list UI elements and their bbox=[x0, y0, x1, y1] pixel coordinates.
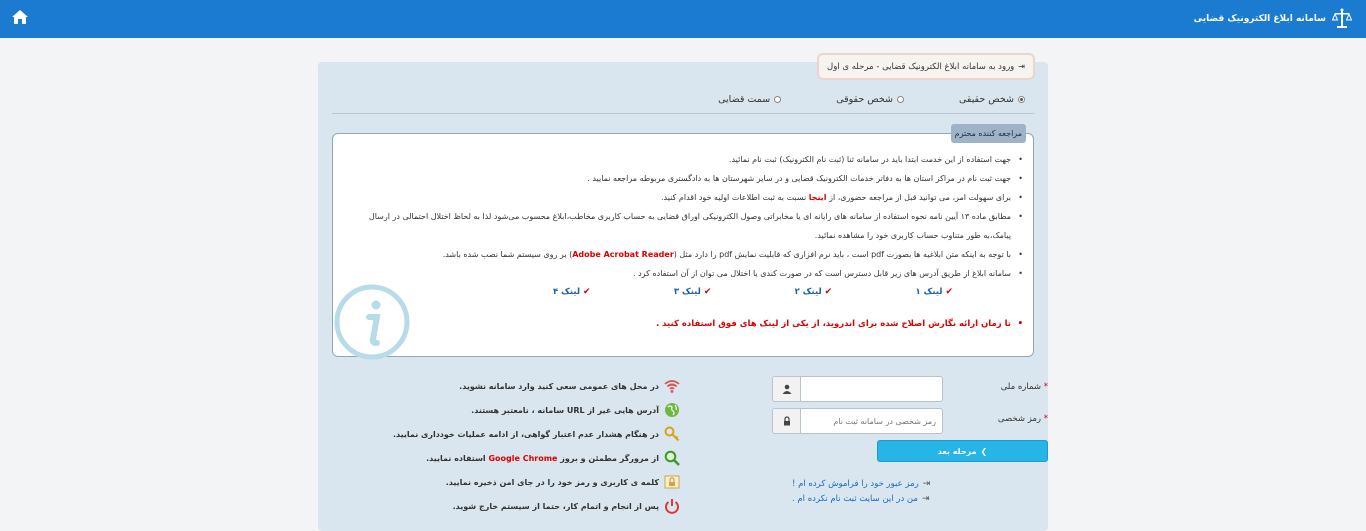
mirror-link-label: لینک ۱ bbox=[915, 287, 943, 297]
notice-box bbox=[332, 129, 1034, 357]
sign-in-icon: ⇥ bbox=[1018, 62, 1025, 71]
key-icon bbox=[664, 426, 680, 442]
tip-item bbox=[470, 398, 680, 422]
chrome-text: Google Chrome bbox=[488, 453, 558, 463]
user-type-selector bbox=[718, 94, 1025, 105]
lock-icon bbox=[773, 409, 801, 433]
judiciary-logo-icon bbox=[1332, 8, 1352, 30]
national-id-row bbox=[772, 376, 1048, 404]
user-type-legal[interactable] bbox=[836, 94, 904, 105]
user-type-judicial[interactable] bbox=[718, 94, 781, 105]
notice-item: • سامانه ابلاغ از طریق آدرس های زیر قابل دسترس است که در صورت کندی یا اختلال می توان از آن استفاده کرد . bbox=[343, 264, 1023, 283]
notice-item: • مطابق ماده ۱۳ آیین نامه نحوه استفاده از سامانه های رایانه ای یا مخابراتی وصول الکترونیکی اوراق قضایی به حساب کاربری مخاطب،ابلاغ محسوب می‌شود لذا به لحاظ اختلال احتمالی در ارسال پیامک،به طور متناوب حساب کاربری خود را مشاهده نمائید. bbox=[343, 207, 1023, 245]
lock-icon bbox=[664, 474, 680, 490]
national-id-input[interactable] bbox=[801, 377, 942, 401]
password-label: * رمز شخصی bbox=[997, 414, 1048, 424]
tip-item bbox=[392, 422, 680, 446]
tip-item bbox=[459, 374, 680, 398]
mirror-link-label: لینک ۲ bbox=[794, 287, 822, 297]
not-registered-link[interactable] bbox=[772, 491, 1048, 506]
user-type-natural[interactable] bbox=[959, 94, 1025, 105]
tip-text: آدرس هایی غیر از URL سامانه ، نامعتبر هستند. bbox=[471, 405, 659, 415]
check-icon: ✔ bbox=[945, 287, 953, 297]
wifi-icon bbox=[664, 378, 680, 394]
forgot-password-link[interactable] bbox=[772, 476, 1048, 491]
password-row bbox=[772, 408, 1048, 436]
tip-text: کلمه ی کاربری و رمز خود را در جای امن ذخیره نمایید. bbox=[445, 477, 659, 487]
notice-list bbox=[343, 150, 1023, 334]
forgot-password-label: رمز عبور خود را فراموش کرده ام ! bbox=[792, 478, 919, 489]
next-step-label: مرحله بعد bbox=[937, 446, 977, 456]
user-type-judicial-label: سمت قضایی bbox=[718, 94, 771, 105]
divider bbox=[332, 113, 1034, 114]
globe-icon bbox=[664, 402, 680, 418]
check-icon: ✔ bbox=[824, 287, 833, 297]
check-icon: ✔ bbox=[583, 287, 591, 297]
notice-item: • جهت ثبت نام در مراکز استان ها به دفاتر خدمات الکترونیک قضایی و در سایر شهرستان ها به دادگستری مربوطه مراجعه نمایید . bbox=[343, 169, 1023, 188]
mirror-link-3[interactable] bbox=[674, 287, 712, 297]
security-tips bbox=[392, 374, 680, 518]
login-form bbox=[772, 376, 1048, 506]
sign-in-icon: ⇥ bbox=[922, 478, 931, 489]
notice-tag: مراجعه کننده محترم bbox=[951, 124, 1026, 143]
mirror-link-4[interactable] bbox=[553, 287, 591, 297]
password-input[interactable] bbox=[801, 409, 942, 433]
home-icon[interactable] bbox=[11, 9, 29, 25]
mirror-link-1[interactable] bbox=[915, 287, 953, 297]
national-id-wrap bbox=[772, 376, 943, 402]
user-type-legal-label: شخص حقوقی bbox=[836, 94, 893, 105]
stage-title: ورود به سامانه ابلاغ الکترونیک قضایی - مرحله ی اول bbox=[827, 61, 1015, 72]
next-step-button[interactable] bbox=[877, 440, 1048, 462]
brand[interactable] bbox=[1194, 8, 1352, 30]
tip-text: در هنگام هشدار عدم اعتبار گواهی، از ادامه عملیات خودداری نمایید. bbox=[392, 429, 659, 439]
power-icon bbox=[664, 498, 680, 514]
radio-legal[interactable] bbox=[897, 96, 904, 103]
notice-item: • جهت استفاده از این خدمت ابتدا باید در سامانه ثنا (ثبت نام الکترونیک) ثبت نام نمائید. bbox=[343, 150, 1023, 169]
stage-tab bbox=[817, 53, 1035, 80]
help-links bbox=[772, 476, 1048, 506]
notice-text: با توجه به اینکه متن ابلاغیه ها بصورت pdf است ، باید نرم افزاری که قابلیت نمایش pdf را دارد مثل ( bbox=[673, 250, 1011, 259]
password-wrap bbox=[772, 408, 943, 434]
not-registered-label: من در این سایت ثبت نام نکرده ام . bbox=[792, 493, 918, 504]
mirror-link-label: لینک ۴ bbox=[553, 287, 581, 297]
here-link[interactable]: اینجا bbox=[808, 193, 827, 202]
notice-text: نسبت به ثبت اطلاعات اولیه خود اقدام کنید. bbox=[660, 193, 809, 202]
app-title: سامانه ابلاغ الکترونیک قضایی bbox=[1193, 14, 1326, 24]
tip-item bbox=[426, 446, 680, 470]
national-id-label: * شماره ملی bbox=[1000, 382, 1048, 392]
mirror-link-label: لینک ۳ bbox=[673, 287, 701, 297]
chevron-left-icon: ❯ bbox=[980, 446, 988, 456]
radio-natural[interactable] bbox=[1018, 96, 1025, 103]
check-icon: ✔ bbox=[703, 287, 712, 297]
sign-in-icon: ⇥ bbox=[921, 493, 930, 504]
tip-item bbox=[452, 494, 680, 518]
notice-item bbox=[343, 188, 1023, 207]
magnifier-icon bbox=[664, 450, 680, 466]
acrobat-text: Adobe Acrobat Reader bbox=[572, 250, 674, 259]
user-icon bbox=[773, 377, 801, 401]
radio-judicial[interactable] bbox=[774, 96, 781, 103]
mirror-link-2[interactable] bbox=[795, 287, 833, 297]
tip-text: پس از انجام و اتمام کار، حتما از سیستم خارج شوید. bbox=[452, 501, 659, 511]
android-warning: • تا زمان ارائه نگارش اصلاح شده برای اندروید، از یکی از لینک های فوق استفاده کنید . bbox=[343, 315, 1023, 334]
tip-text: در محل های عمومی سعی کنید وارد سامانه نشوید. bbox=[459, 381, 659, 391]
notice-text: برای سهولت امر، می توانید قبل از مراجعه حضوری، از bbox=[826, 193, 1011, 202]
user-type-natural-label: شخص حقیقی bbox=[958, 94, 1014, 105]
top-bar bbox=[0, 0, 1366, 38]
tip-text: از مرورگر مطمئن و بروز Google Chrome استفاده نمایید. bbox=[426, 453, 659, 463]
tip-item bbox=[445, 470, 680, 494]
notice-text: ) بر روی سیستم شما نصب شده باشد. bbox=[442, 250, 573, 259]
login-panel bbox=[318, 62, 1048, 531]
mirror-links bbox=[553, 287, 953, 297]
notice-item bbox=[343, 245, 1023, 264]
info-icon bbox=[333, 283, 411, 361]
